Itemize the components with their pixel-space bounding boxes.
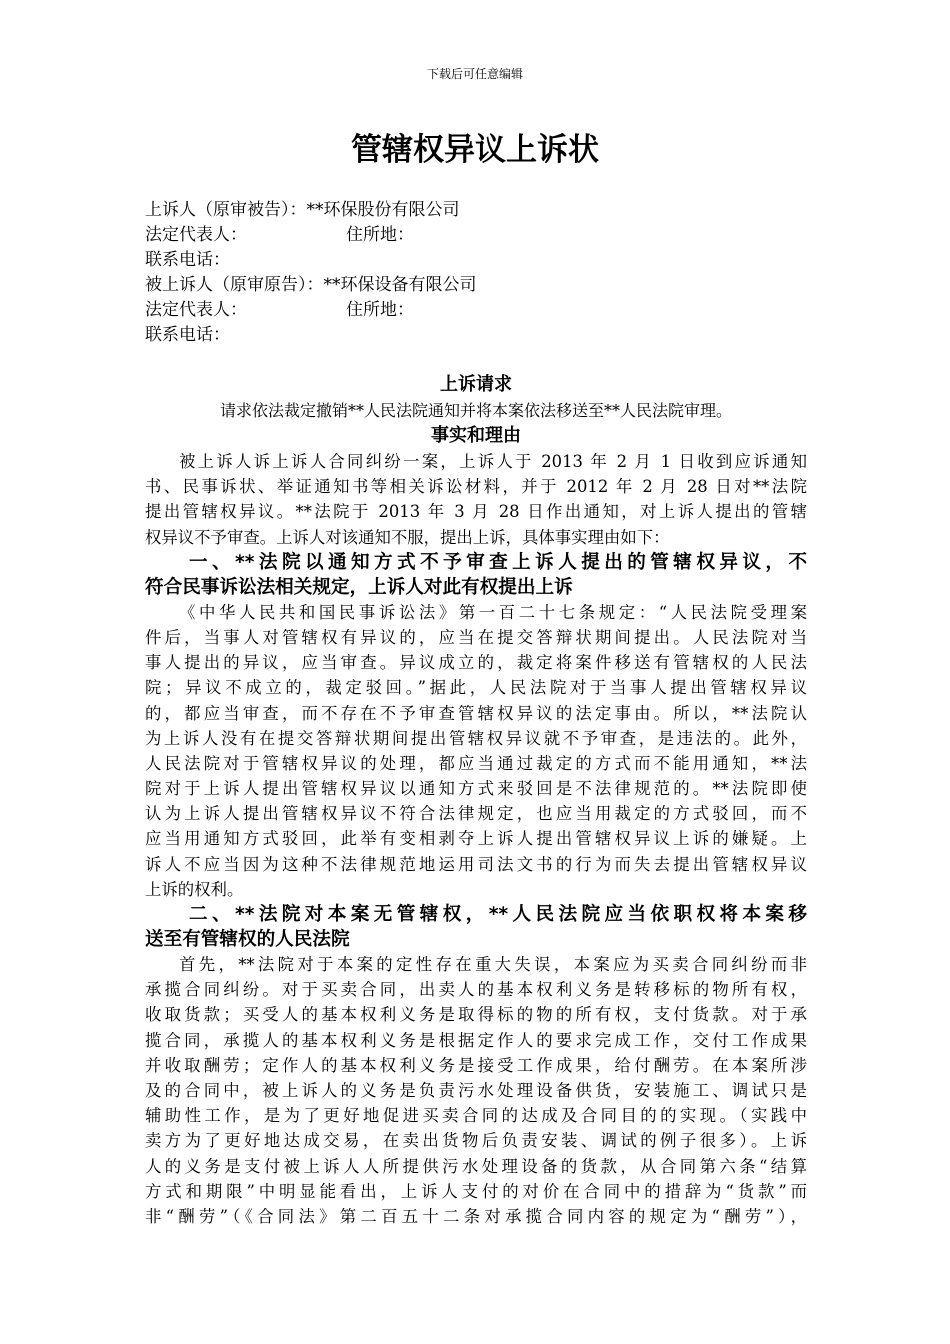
paragraph-line: 权异议不予审查。上诉人对该通知不服，提出上诉，具体事实理由如下： (145, 527, 670, 547)
paragraph-line: 非“酬劳”（《合同法》第二百五十二条对承揽合同内容的规定为“酬劳”）， (145, 1206, 807, 1226)
request-heading: 上诉请求 (440, 374, 512, 395)
paragraph-line: 及的合同中，被上诉人的义务是负责污水处理设备供货，安装施工、调试只是 (145, 1080, 807, 1100)
section1-title (145, 550, 807, 600)
paragraph-line: 辅助性工作，是为了更好地促进买卖合同的达成及合同目的的实现。（实践中 (145, 1106, 807, 1126)
paragraph-line: 诉人不应当因为这种不法律规范地运用司法文书的行为而失去提出管辖权异议 (145, 854, 807, 874)
document-title: 管辖权异议上诉状 (351, 132, 599, 168)
section-title-line: 符合民事诉讼法相关规定，上诉人对此有权提出上诉 (145, 576, 573, 598)
appellee-line: 被上诉人（原审原告）：**环保设备有限公司 (145, 275, 477, 295)
paragraph-line: 应当用通知方式驳回，此举有变相剥夺上诉人提出管辖权异议上诉的嫌疑。上 (145, 829, 807, 849)
appellant-rep-label: 法定代表人： (145, 225, 247, 245)
paragraph-line: 提出管辖权异议。**法院于 2013 年 3 月 28 日作出通知，对上诉人提出的管辖 (145, 502, 807, 522)
paragraph-line: 为上诉人没有在提交答辩状期间提出管辖权异议就不予审查，是违法的。此外， (145, 728, 807, 748)
appellee-phone-line: 联系电话： (145, 325, 230, 345)
paragraph-line: 收取货款；买受人的基本权利义务是取得标的物的所有权，支付货款。对于承 (145, 1005, 807, 1025)
section1-paragraph (145, 600, 807, 902)
paragraph-line: 方式和期限”中明显能看出，上诉人支付的对价在合同中的措辞为“货款”而 (145, 1181, 807, 1201)
paragraph-line: 书、民事诉状、举证通知书等相关诉讼材料，并于 2012 年 2 月 28 日对**法院 (145, 477, 807, 497)
document-body (145, 372, 807, 1229)
paragraph-line: 认为上诉人提出管辖权异议不符合法律规定，也应当用裁定的方式驳回，而不 (145, 804, 807, 824)
appellant-line: 上诉人（原审被告）：**环保股份有限公司 (145, 200, 460, 220)
paragraph-line: 件后，当事人对管辖权有异议的，应当在提交答辩状期间提出。人民法院对当 (145, 627, 807, 647)
appellant-phone-line: 联系电话： (145, 250, 230, 270)
paragraph-line: 揽合同，承揽人的基本权利义务是根据定作人的要求完成工作，交付工作成果 (145, 1030, 807, 1050)
paragraph-line: 《中华人民共和国民事诉讼法》第一百二十七条规定：“人民法院受理案 (179, 602, 807, 622)
section-title-line: 一、**法院以通知方式不予审查上诉人提出的管辖权异议，不 (189, 551, 807, 573)
section2-title (145, 902, 807, 952)
section-title-line: 二、**法院对本案无管辖权，**人民法院应当依职权将本案移 (189, 904, 807, 925)
paragraph-line: 事人提出的异议，应当审查。异议成立的，裁定将案件移送有管辖权的人民法 (145, 653, 807, 673)
facts-heading: 事实和理由 (431, 425, 521, 446)
paragraph-line: 承揽合同纠纷。对于买卖合同，出卖人的基本权利义务是转移标的物所有权， (145, 980, 807, 1000)
section-title-line: 送至有管辖权的人民法院 (145, 929, 350, 950)
paragraph-line: 院对于上诉人提出管辖权异议以通知方式来驳回是不法律规范的。**法院即使 (145, 779, 807, 799)
facts-intro-paragraph (145, 449, 807, 550)
appellant-rep-line (145, 223, 805, 248)
paragraph-line: 人民法院对于管辖权异议的处理，都应当通过裁定的方式而不能用通知，**法 (145, 753, 807, 773)
paragraph-line: 首先，**法院对于本案的定性存在重大失误，本案应为买卖合同纠纷而非 (179, 955, 807, 974)
paragraph-line: 人的义务是支付被上诉人人所提供污水处理设备的货款，从合同第六条“结算 (145, 1156, 807, 1176)
paragraph-line: 被上诉人诉上诉人合同纠纷一案，上诉人于 2013 年 2 月 1 日收到应诉通知 (179, 452, 807, 471)
paragraph-line: 院；异议不成立的，裁定驳回。”据此，人民法院对于当事人提出管辖权异议 (145, 678, 807, 698)
parties-block (145, 198, 805, 348)
paragraph-line: 上诉的权利。 (145, 879, 244, 899)
paragraph-line: 卖方为了更好地达成交易，在卖出货物后负责安装、调试的例子很多）。上诉 (145, 1131, 807, 1151)
paragraph-line: 并收取酬劳；定作人的基本权利义务是接受工作成果，给付酬劳。在本案所涉 (145, 1055, 807, 1075)
appellee-addr-label: 住所地： (346, 300, 414, 320)
paragraph-line: 的，都应当审查，而不存在不予审查管辖权异议的法定事由。所以，**法院认 (145, 703, 807, 723)
request-text: 请求依法裁定撤销**人民法院通知并将本案依法移送至**人民法院审理。 (219, 401, 732, 420)
appellee-rep-label: 法定代表人： (145, 300, 247, 320)
header-note: 下载后可任意编辑 (426, 67, 523, 81)
appellant-addr-label: 住所地： (346, 225, 414, 245)
section2-paragraph (145, 952, 807, 1229)
appellee-rep-line (145, 298, 805, 323)
